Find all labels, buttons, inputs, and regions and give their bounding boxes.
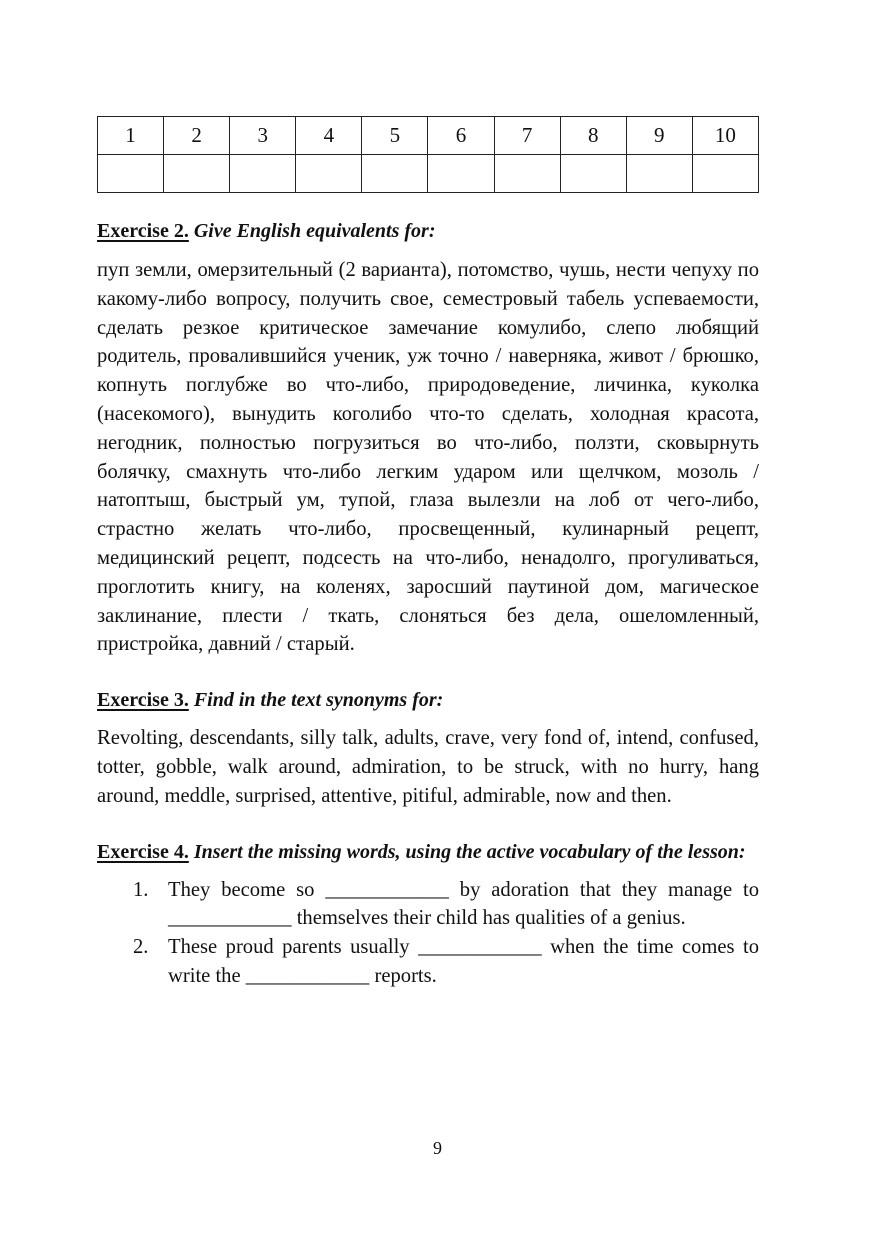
exercise-4-label: Exercise 4.: [97, 840, 189, 863]
answer-blank-cell: [164, 155, 230, 193]
answer-blank-cell: [494, 155, 560, 193]
list-item-number: 2.: [133, 936, 149, 959]
exercise-3-text: Revolting, descendants, silly talk, adults, crave, very fond of, intend, confused, totter, gobble, walk around, admiration, to be struck, with no hurry, hang around, meddle, surprised, attentive, pitiful, admirable, now and then.: [97, 727, 759, 807]
answer-number-cell: 8: [560, 117, 626, 155]
answer-blank-cell: [428, 155, 494, 193]
exercise-4-heading: [97, 838, 759, 867]
list-item: [97, 876, 759, 934]
list-item-text: These proud parents usually ____________ when the time comes to write the ____________ reports.: [168, 936, 759, 987]
exercise-2-text: пуп земли, омерзительный (2 варианта), потомство, чушь, нести чепуху по какому-либо вопросу, получить свое, семестровый табель успеваемости, сделать резкое критическое замечание комулибо, слепо любящий родитель, провалившийся ученик, уж точно / наверняка, живот / брюшко, копнуть поглубже во что-либо, природоведение, личинка, куколка (насекомого), вынудить коголибо что-то сделать, холодная красота, негодник, полностью погрузиться во что-либо, ползти, сковырнуть болячку, смахнуть что-либо легким ударом или щелчком, мозоль / натоптыш, быстрый ум, тупой, глаза вылезли на лоб от чего-либо, страстно желать что-либо, просвещенный, кулинарный рецепт, медицинский рецепт, подсесть на что-либо, ненадолго, прогуливаться, проглотить книгу, на коленях, заросший паутиной дом, магическое заклинание, плести / ткать, слоняться без дела, ошеломленный, пристройка, давний / старый.: [97, 259, 759, 656]
answer-number-cell: 9: [626, 117, 692, 155]
answer-number-cell: 4: [296, 117, 362, 155]
exercise-2-label: Exercise 2.: [97, 220, 189, 242]
page-number: 9: [433, 1138, 442, 1158]
list-item-text: They become so ____________ by adoration that they manage to ____________ themselves their child has qualities of a genius.: [168, 878, 759, 930]
answer-number-cell: 6: [428, 117, 494, 155]
exercise-3-heading: [97, 686, 759, 715]
answer-number-cell: 10: [692, 117, 758, 155]
answer-blank-cell: [230, 155, 296, 193]
answer-number-cell: 2: [164, 117, 230, 155]
answer-blank-cell: [692, 155, 758, 193]
exercise-2-instruction: Give English equivalents for:: [193, 220, 436, 242]
answer-number-cell: 5: [362, 117, 428, 155]
answer-number-cell: 7: [494, 117, 560, 155]
answer-table-header-row: [98, 117, 759, 155]
answer-blank-cell: [626, 155, 692, 193]
answer-blank-cell: [296, 155, 362, 193]
answer-blank-cell: [98, 155, 164, 193]
list-item: [97, 933, 759, 991]
answer-number-cell: 3: [230, 117, 296, 155]
list-item-number: 1.: [133, 878, 149, 901]
answer-number-cell: 1: [98, 117, 164, 155]
exercise-4-instruction: Insert the missing words, using the active vocabulary of the lesson:: [193, 840, 746, 863]
answer-blank-cell: [560, 155, 626, 193]
answer-table: [97, 116, 759, 193]
exercise-2-heading: [97, 217, 759, 246]
exercise-3-label: Exercise 3.: [97, 689, 189, 712]
answer-blank-cell: [362, 155, 428, 193]
exercise-4-list: [97, 876, 759, 991]
exercise-3-instruction: Find in the text synonyms for:: [193, 689, 444, 712]
answer-table-blank-row: [98, 155, 759, 193]
page-content: [97, 116, 759, 991]
